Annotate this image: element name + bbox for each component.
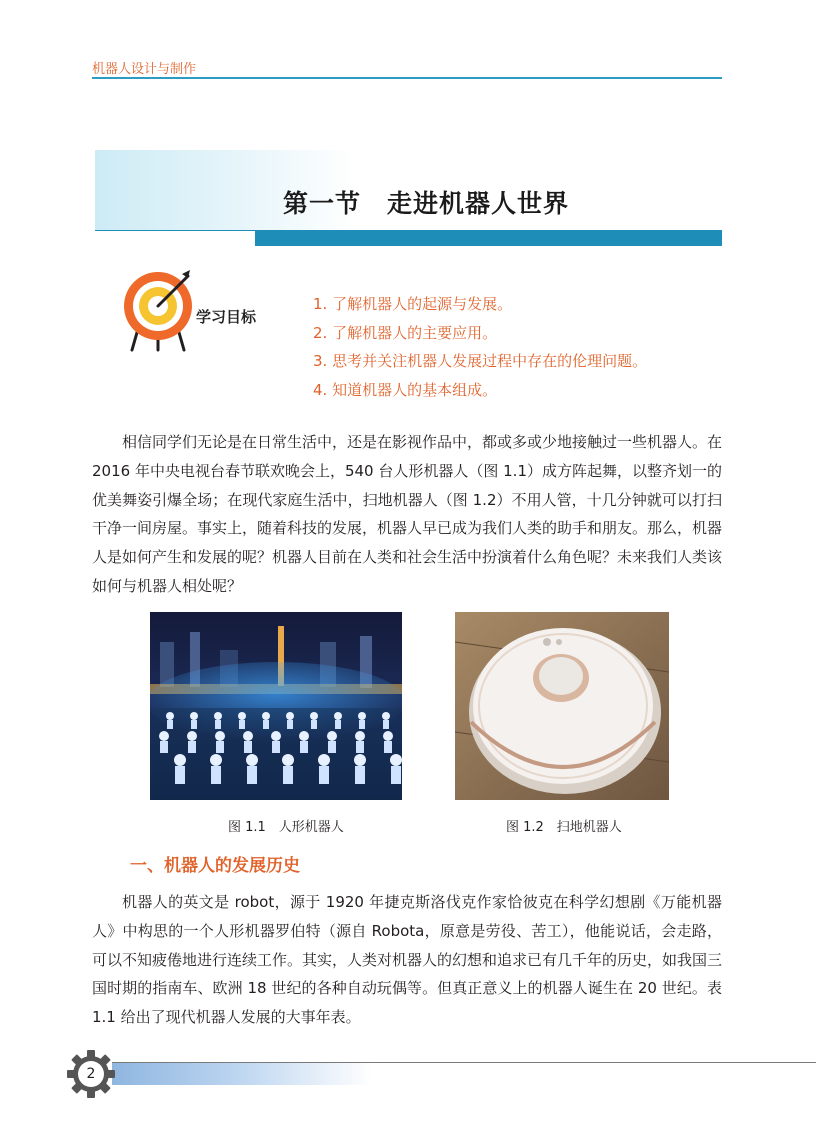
goal-item: 3. 思考并关注机器人发展过程中存在的伦理问题。 bbox=[313, 352, 648, 370]
section-title-bar bbox=[255, 230, 722, 246]
humanoid-robots-photo bbox=[150, 612, 402, 800]
goal-item: 1. 了解机器人的起源与发展。 bbox=[313, 295, 513, 313]
intro-paragraph: 相信同学们无论是在日常生活中，还是在影视作品中，都或多或少地接触过一些机器人。在 2016 年中央电视台春节联欢晚会上，540 台人形机器人（图 1.1）成方阵起舞，以整齐划一的优美舞姿引爆全场；在现代家庭生活中，扫地机器人（图 1.2）不用人管，十几分钟就可以打扫干净一间房屋。事实上，随着科技的发展，机器人早已成为我们人类的助手和朋友。那么，机器人是如何产生和发展的呢？机器人目前在人类和社会生活中扮演着什么角色呢？未来我们人类该如何与机器人相处呢？ bbox=[92, 433, 723, 595]
section-title-rule bbox=[95, 230, 255, 231]
goal-item: 2. 了解机器人的主要应用。 bbox=[313, 323, 498, 342]
footer-gradient-band bbox=[112, 1063, 372, 1085]
figure-1-2-caption: 图 1.2 扫地机器人 bbox=[506, 820, 622, 835]
goals-label: 学习目标 bbox=[196, 308, 257, 326]
running-head: 机器人设计与制作 bbox=[92, 62, 197, 77]
history-heading: 一、机器人的发展历史 bbox=[130, 856, 300, 876]
page-number: 2 bbox=[86, 1066, 96, 1082]
figure-1-1-caption: 图 1.1 人形机器人 bbox=[228, 820, 344, 835]
goals-list bbox=[313, 293, 647, 407]
history-paragraph: 机器人的英文是 robot，源于 1920 年捷克斯洛伐克作家恰彼克在科学幻想剧《万能机器人》中构思的一个人形机器罗伯特（源自 Robota，原意是劳役、苦工），他能说话，会走路，可以不知疲倦地进行连续工作。其实，人类对机器人的幻想和追求已有几千年的历史，如我国三国时期的指南车、欧洲 18 世纪的各种自动玩偶等。但真正意义上的机器人诞生在 20 世纪。表 1.1 给出了现代机器人发展的大事年表。 bbox=[92, 893, 723, 1027]
target-icon bbox=[122, 270, 194, 352]
section-title: 第一节 走进机器人世界 bbox=[283, 189, 570, 218]
goal-item: 4. 知道机器人的基本组成。 bbox=[313, 380, 498, 399]
vacuum-robot-photo bbox=[455, 612, 669, 800]
header-rule bbox=[92, 77, 722, 79]
